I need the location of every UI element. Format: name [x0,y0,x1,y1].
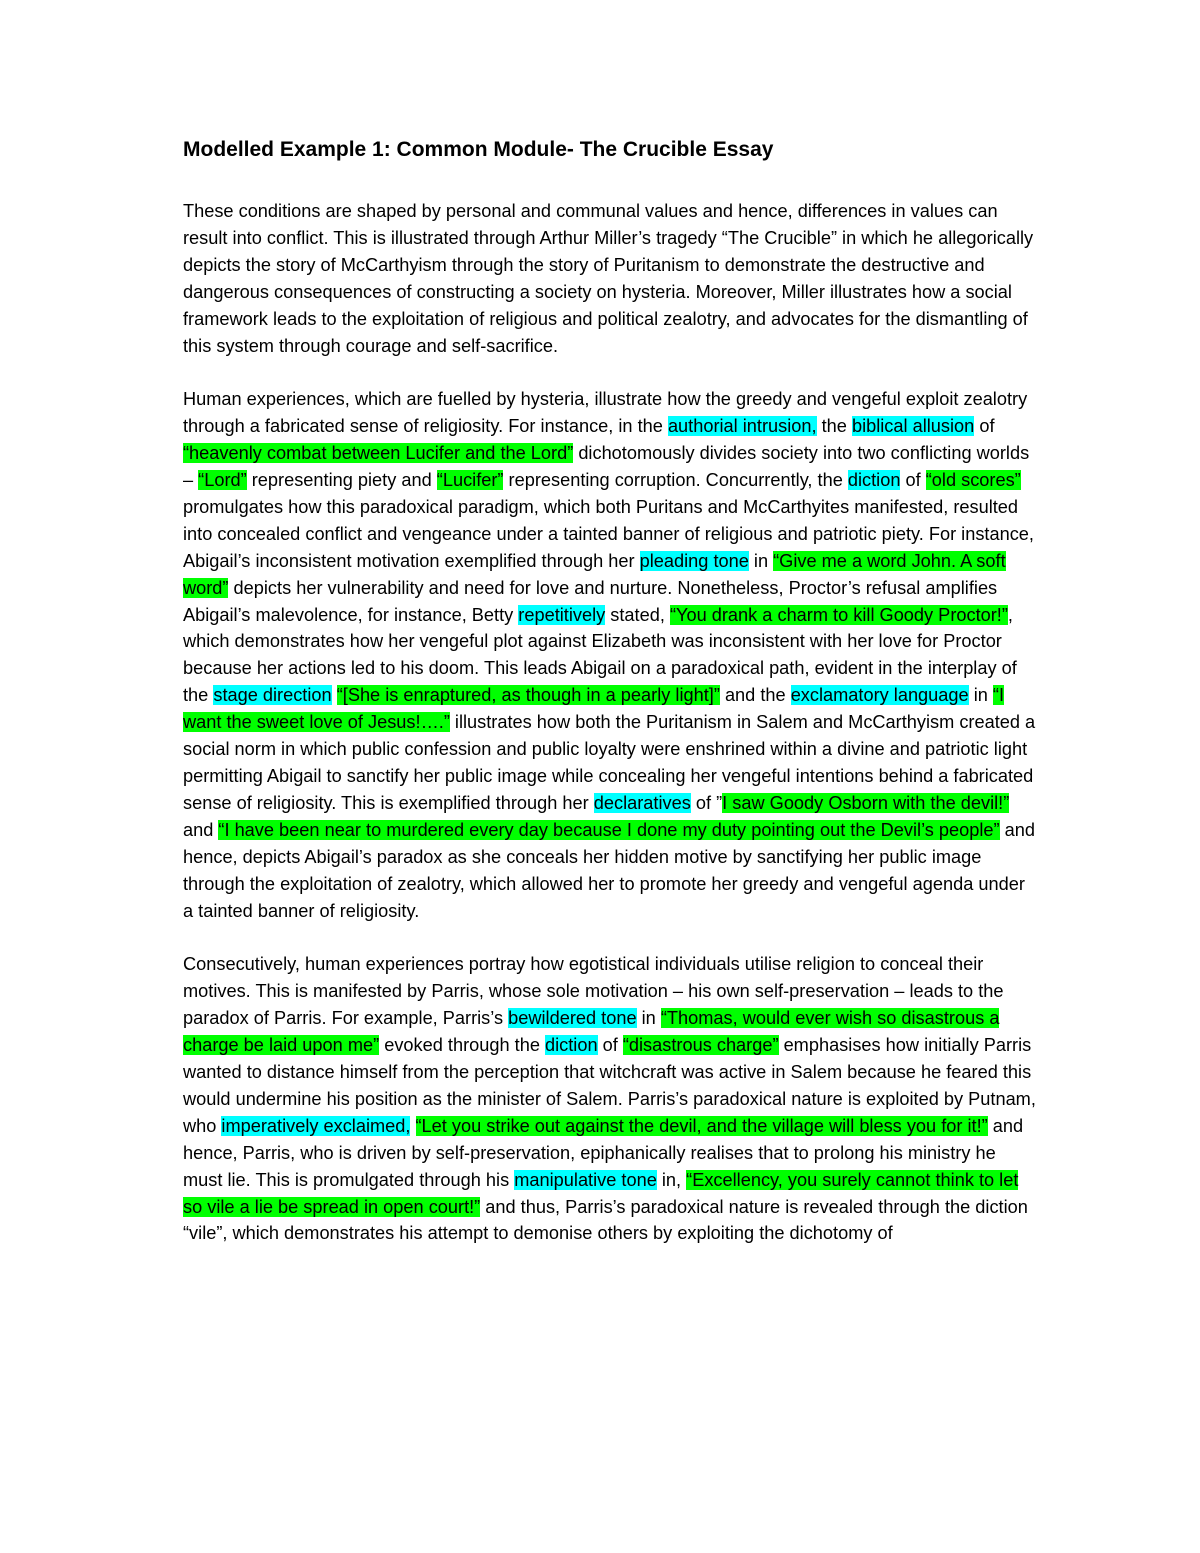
highlighted-quote: “disastrous charge” [622,1035,779,1056]
text-run: representing piety and [246,470,437,491]
text-run: the [816,416,852,437]
highlighted-term: stage direction [213,685,332,706]
text-run: evoked through the [379,1035,545,1056]
text-run: and thus, Parris’s paradoxical nature is revealed through the diction “vile”, which demonstrates his attempt to demonise others by exploiting the dichotomy of [183,1196,1028,1244]
highlighted-term: imperatively exclaimed, [221,1115,411,1136]
text-run: and [183,819,219,840]
highlighted-term: bewildered tone [508,1008,637,1029]
highlighted-quote: “old scores” [925,470,1021,491]
highlighted-term: authorial intrusion, [667,416,817,437]
highlighted-quote: “Lord” [198,470,247,491]
highlighted-quote: “You drank a charm to kill Goody Proctor!” [669,604,1008,625]
paragraph-2 [183,386,1040,924]
highlighted-quote: “Give me a word John. A soft word” [183,550,1006,598]
text-run: in, [656,1169,687,1190]
text-run: promulgates how this paradoxical paradigm, which both Puritans and McCarthyites manifested, resulted into concealed conflict and vengeance under a tainted banner of religious and patriotic piety. For instance, Abigail’s inconsistent motivation exemplified through her [183,496,1034,571]
highlighted-term: diction [544,1035,598,1056]
text-run [410,1116,415,1136]
text-run: Human experiences, which are fuelled by hysteria, illustrate how the greedy and vengeful exploit zealotry through a fabricated sense of religiosity. For instance, in the [183,389,1028,437]
text-run: in [636,1008,661,1029]
highlighted-quote: “Let you strike out against the devil, and the village will bless you for it!” [415,1115,988,1136]
highlighted-term: declaratives [593,792,691,813]
text-run: emphasises how initially Parris wanted to distance himself from the perception that witchcraft was active in Salem because he feared this would undermine his position as the minister of Salem. Parris’s paradoxical nature is exploited by Putnam, who [183,1035,1036,1136]
text-run: in [968,685,993,706]
text-run: stated, [605,604,670,625]
highlighted-quote: “I want the sweet love of Jesus!….” [183,685,1005,733]
text-run: of [900,470,926,491]
highlighted-quote: “Thomas, would ever wish so disastrous a charge be laid upon me” [183,1008,1000,1056]
text-run: in [748,550,774,571]
text-run: and the [719,685,791,706]
text-run: depicts her vulnerability and need for love and nurture. Nonetheless, Proctor’s refusal amplifies Abigail’s malevolence, for instance, Betty [183,577,998,625]
highlighted-term: diction [847,470,901,491]
highlighted-term: biblical allusion [851,416,975,437]
paragraph-3 [183,951,1040,1247]
text-run: , which demonstrates how her vengeful plot against Elizabeth was inconsistent with her love for Proctor because her actions led to his doom. This leads Abigail on a paradoxical path, evident in the interplay of the [183,604,1017,706]
highlighted-quote: “I have been near to murdered every day because I done my duty pointing out the Devil’s people” [218,819,1000,840]
text-run: representing corruption. Concurrently, the [503,470,848,491]
highlighted-quote: “Excellency, you surely cannot think to let so vile a lie be spread in open court!” [183,1169,1019,1217]
highlighted-quote: “[She is enraptured, as though in a pearly light]” [336,685,720,706]
highlighted-term: pleading tone [639,550,749,571]
highlighted-quote: I saw Goody Osborn with the devil!” [722,792,1010,813]
text-run: of [974,416,995,437]
text-run: and hence, depicts Abigail’s paradox as she conceals her hidden motive by sanctifying her public image through the exploitation of zealotry, which allowed her to promote her greedy and vengeful agenda under a tainted banner of religiosity. [183,819,1036,921]
text-run: of ” [690,792,723,813]
highlighted-quote: “Lucifer” [436,470,504,491]
text-run: These conditions are shaped by personal and communal values and hence, differences in values can result into conflict. This is illustrated through Arthur Miller’s tragedy “The Crucible” in which he allegorically depicts the story of McCarthyism through the story of Puritanism to demonstrate the destructive and dangerous consequences of constructing a society on hysteria. Moreover, Miller illustrates how a social framework leads to the exploitation of religious and political zealotry, and advocates for the dismantling of this system through courage and self-sacrifice. [183,201,1034,356]
text-run: dichotomously divides society into two conflicting worlds – [183,443,1030,491]
highlighted-term: repetitively [518,604,606,625]
text-run: and hence, Parris, who is driven by self-preservation, epiphanically realises that to prolong his ministry he must lie. This is promulgated through his [183,1115,1024,1190]
text-run [332,685,337,705]
highlighted-term: exclamatory language [790,685,969,706]
text-run: of [597,1035,623,1056]
text-run: illustrates how both the Puritanism in Salem and McCarthyism created a social norm in which public confession and public loyalty were enshrined within a divine and patriotic light permitting Abigail to sanctify her public image while concealing her vengeful intentions behind a fabricated sense of religiosity. This is exemplified through her [183,712,1036,813]
highlighted-term: manipulative tone [514,1169,657,1190]
paragraph-1 [183,198,1040,359]
text-run: Consecutively, human experiences portray how egotistical individuals utilise religion to conceal their motives. This is manifested by Parris, whose sole motivation – his own self-preservation – leads to the paradox of Parris. For example, Parris’s [183,954,1004,1029]
essay-body [183,198,1040,1247]
document-title: Modelled Example 1: Common Module- The Crucible Essay [183,138,774,161]
highlighted-quote: “heavenly combat between Lucifer and the Lord” [183,443,574,464]
